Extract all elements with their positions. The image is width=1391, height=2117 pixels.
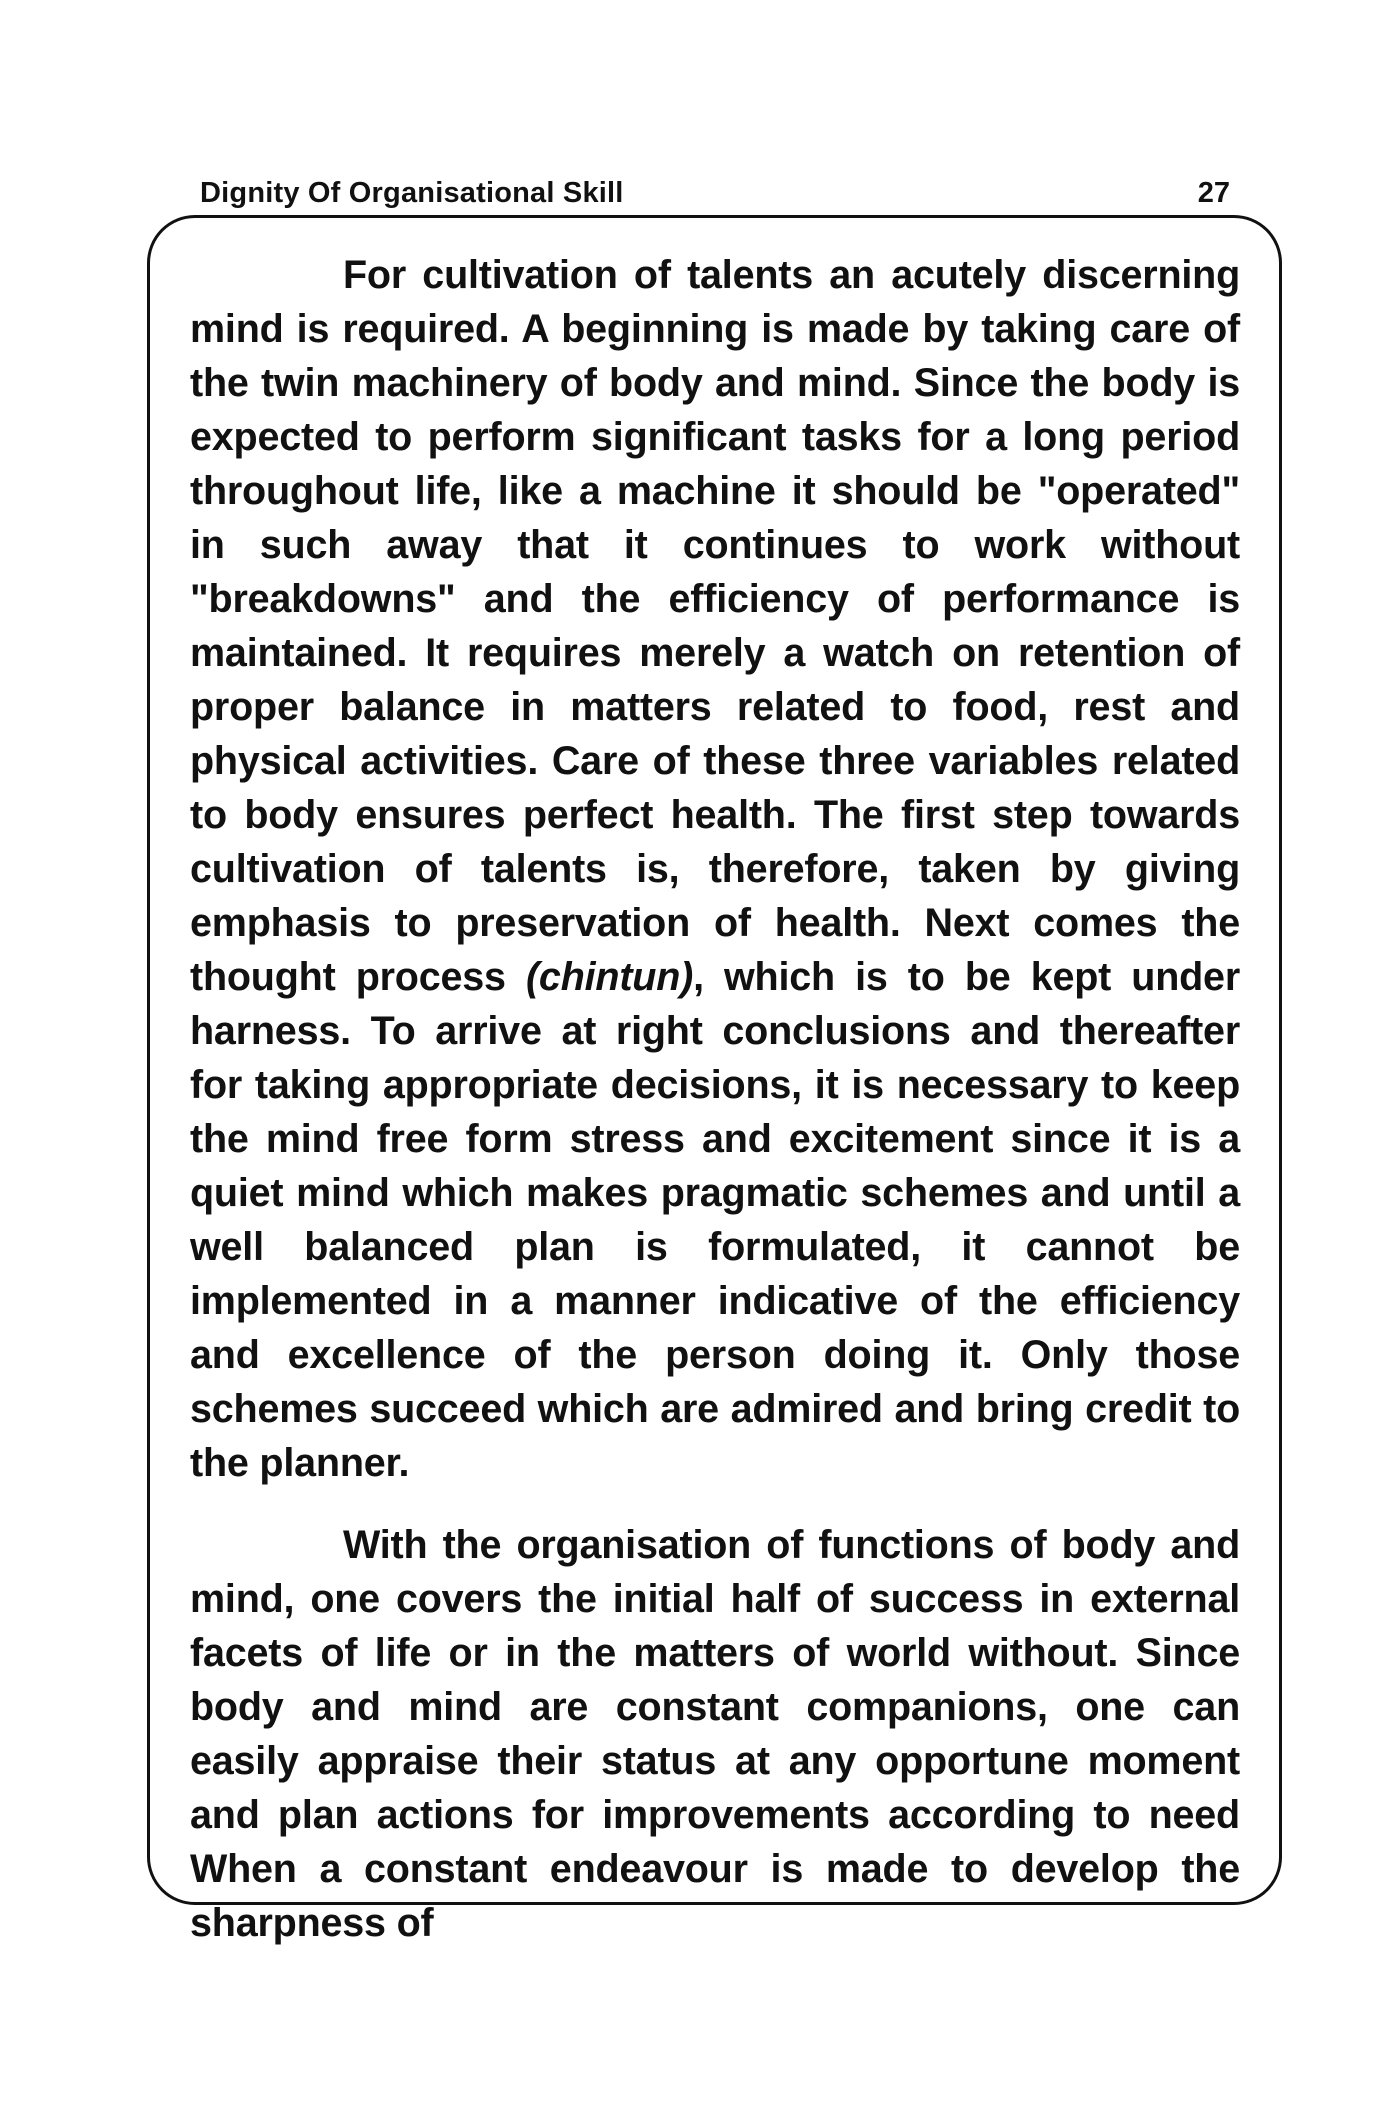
- page-number: 27: [1197, 177, 1230, 209]
- body-text: [190, 248, 1240, 1950]
- paragraph-1: [190, 248, 1240, 1490]
- running-header: [200, 177, 1230, 217]
- paragraph-1-text-end: , which is to be kept under harness. To arrive at right conclusions and thereafter for taking appropriate decisions, it is necessary to keep the mind free form stress and excitement since it is a quiet mind which makes pragmatic schemes and until a well balanced plan is formulated, it cannot be implemented in a manner indicative of the efficiency and excellence of the person doing it. Only those schemes succeed which are admired and bring credit to the planner.: [190, 955, 1240, 1485]
- running-header-title: Dignity Of Organisational Skill: [200, 177, 624, 209]
- paragraph-1-text-start: For cultivation of talents an acutely discerning mind is required. A beginning is made by taking care of the twin machinery of body and mind. Since the body is expected to perform significant tasks for a long period throughout life, like a machine it should be "operated" in such away that it continues to work without "breakdowns" and the efficiency of performance is maintained. It requires merely a watch on retention of proper balance in matters related to food, rest and physical activities. Care of these three variables related to body ensures perfect health. The first step towards cultivation of talents is, therefore, taken by giving emphasis to preservation of health. Next comes the thought process: [190, 253, 1240, 999]
- italic-term-chintun: (chintun): [525, 955, 694, 999]
- paragraph-2: With the organisation of functions of body and mind, one covers the initial half of success in external facets of life or in the matters of world without. Since body and mind are constant companions, one can easily appraise their status at any opportune moment and plan actions for improvements according to need When a constant endeavour is made to develop the sharpness of: [190, 1523, 1240, 1945]
